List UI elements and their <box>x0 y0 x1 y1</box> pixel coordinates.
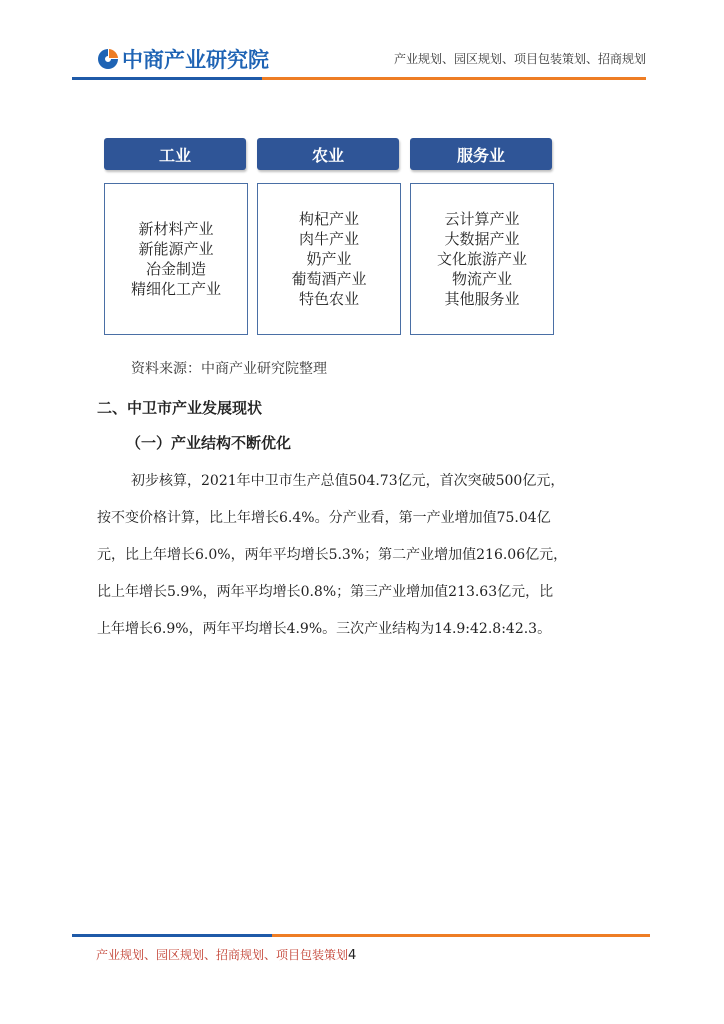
category-item: 冶金制造 <box>145 260 206 278</box>
paragraph-line: 上年增长6.9%，两年平均增长4.9%。三次产业结构为14.9:42.8:42.3。 <box>97 621 552 637</box>
category-item: 肉牛产业 <box>298 230 359 248</box>
category-item: 特色农业 <box>298 290 359 308</box>
logo <box>96 44 269 74</box>
footer-rule-blue <box>72 934 272 937</box>
category-box-agriculture <box>257 183 401 335</box>
category-item: 云计算产业 <box>444 210 520 228</box>
logo-text: 中商产业研究院 <box>122 48 269 72</box>
category-item: 葡萄酒产业 <box>291 270 367 288</box>
page-header <box>0 0 724 90</box>
footer-rule-orange <box>272 934 650 937</box>
header-rule-orange <box>262 77 646 80</box>
category-header-industry: 工业 <box>104 138 246 170</box>
header-tagline: 产业规划、园区规划、项目包装策划、招商规划 <box>393 52 646 66</box>
source-note: 资料来源：中商产业研究院整理 <box>131 361 327 377</box>
paragraph-line: 比上年增长5.9%，两年平均增长0.8%；第三产业增加值213.63亿元，比 <box>97 584 554 600</box>
paragraph-line: 初步核算，2021年中卫市生产总值504.73亿元，首次突破500亿元， <box>131 473 565 489</box>
category-item: 大数据产业 <box>444 230 520 248</box>
category-header-agriculture: 农业 <box>257 138 399 170</box>
page-number: 4 <box>348 948 357 963</box>
category-header-services: 服务业 <box>410 138 552 170</box>
footer-text: 产业规划、园区规划、招商规划、项目包装策划 <box>96 948 349 962</box>
category-item: 奶产业 <box>306 250 352 268</box>
category-item: 新材料产业 <box>138 220 214 238</box>
subsection-heading: （一）产业结构不断优化 <box>126 434 292 452</box>
category-box-industry <box>104 183 248 335</box>
logo-mark-icon <box>96 47 120 71</box>
section-heading: 二、中卫市产业发展现状 <box>97 399 263 417</box>
header-rule-blue <box>72 77 262 80</box>
category-item: 其他服务业 <box>444 290 520 308</box>
paragraph-line: 按不变价格计算，比上年增长6.4%。分产业看，第一产业增加值75.04亿 <box>97 510 551 526</box>
category-box-services <box>410 183 554 335</box>
category-item: 新能源产业 <box>138 240 214 258</box>
category-item: 精细化工产业 <box>130 280 221 298</box>
category-item: 枸杞产业 <box>298 210 359 228</box>
category-item: 物流产业 <box>451 270 512 288</box>
body-paragraph <box>97 466 637 651</box>
paragraph-line: 元，比上年增长6.0%，两年平均增长5.3%；第二产业增加值216.06亿元， <box>97 547 568 563</box>
category-item: 文化旅游产业 <box>436 250 527 268</box>
page-footer <box>96 946 356 963</box>
